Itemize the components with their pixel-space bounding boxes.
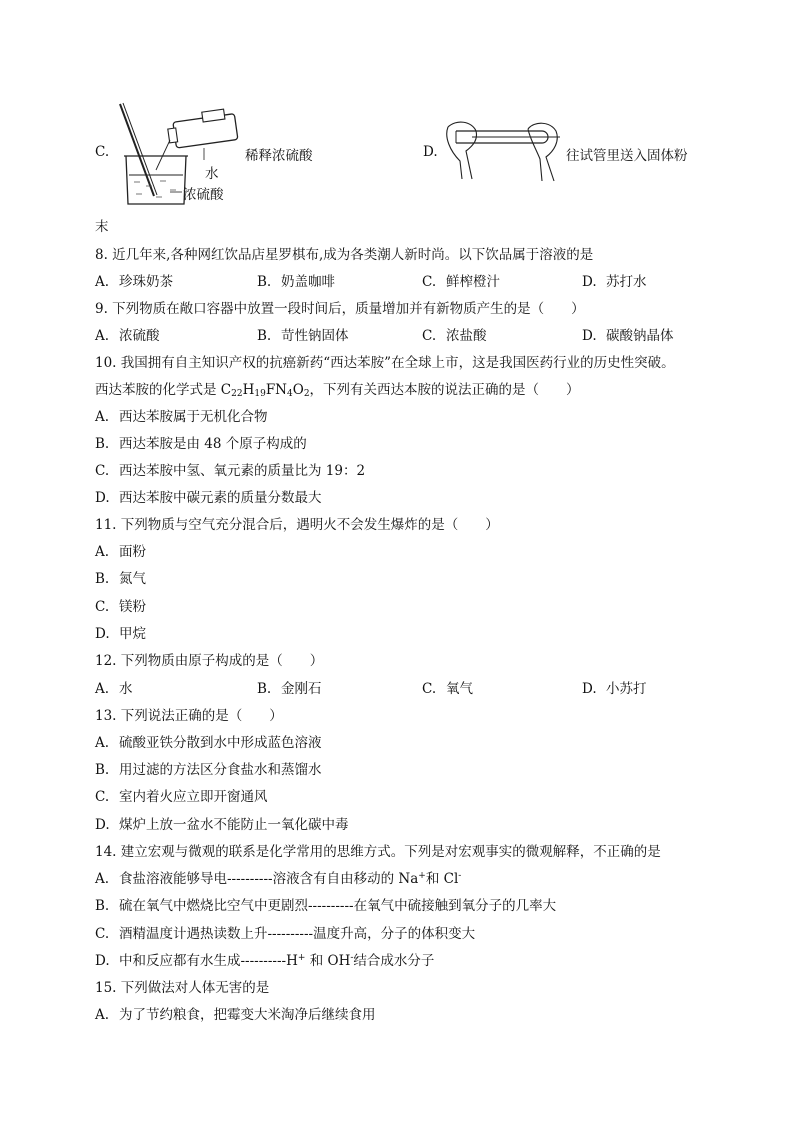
q8-option-a: A. 珍珠奶茶	[95, 274, 173, 290]
fig-c-letter: C.	[95, 144, 110, 160]
q14-option-a: A. 食盐溶液能够导电----------溶液含有自由移动的 Na+和 Cl-	[95, 871, 462, 887]
q9-option-b: B. 苛性钠固体	[257, 328, 349, 344]
fig-d-caption: 往试管里送入固体粉	[566, 148, 688, 164]
q14-option-d: D. 中和反应都有水生成----------H+ 和 OH-结合成水分子	[95, 953, 435, 969]
q15-option-a: A. 为了节约粮食，把霉变大米淘净后继续食用	[95, 1007, 376, 1023]
q9-option-d: D. 碳酸钠晶体	[582, 328, 674, 344]
q12-option-a: A. 水	[95, 681, 133, 697]
fig-c-water-label: 水	[205, 166, 219, 182]
q9-stem: 9. 下列物质在敞口容器中放置一段时间后，质量增加并有新物质产生的是（ ）	[95, 301, 585, 317]
q11-option-c: C. 镁粉	[95, 599, 146, 615]
q13-option-c: C. 室内着火应立即开窗通风	[95, 789, 268, 805]
q12-stem: 12. 下列物质由原子构成的是（ ）	[95, 653, 324, 669]
q8-option-c: C. 鲜榨橙汁	[422, 274, 500, 290]
right-hand	[528, 123, 557, 181]
q12-option-b: B. 金刚石	[257, 681, 322, 697]
q15-stem: 15. 下列做法对人体无害的是	[95, 980, 270, 996]
q11-option-d: D. 甲烷	[95, 626, 146, 642]
q13-stem: 13. 下列说法正确的是（ ）	[95, 708, 283, 724]
fig-c-caption: 稀释浓硫酸	[245, 148, 313, 164]
q8-stem: 8. 近几年来,各种网红饮品店星罗棋布,成为各类潮人新时尚。以下饮品属于溶液的是	[95, 247, 594, 263]
q10-option-c: C. 西达苯胺中氢、氧元素的质量比为 19：2	[95, 463, 366, 479]
reagent-bottle	[166, 108, 238, 149]
fig-d-letter: D.	[423, 144, 438, 160]
fig-d-caption-tail: 末	[95, 219, 109, 235]
q13-option-b: B. 用过滤的方法区分食盐水和蒸馏水	[95, 762, 322, 778]
q11-option-a: A. 面粉	[95, 544, 146, 560]
fig-c-acid-label: 浓硫酸	[183, 187, 224, 203]
q9-options	[95, 324, 755, 344]
q14-option-b: B. 硫在氧气中燃烧比空气中更剧烈----------在氧气中硫接触到氧分子的几率大	[95, 898, 557, 914]
test-tube-figure	[442, 117, 567, 183]
q10-option-b: B. 西达苯胺是由 48 个原子构成的	[95, 436, 307, 452]
q12-option-d: D. 小苏打	[582, 681, 647, 697]
q10-option-d: D. 西达苯胺中碳元素的质量分数最大	[95, 490, 322, 506]
q8-option-b: B. 奶盖咖啡	[257, 274, 335, 290]
q14-option-c: C. 酒精温度计遇热读数上升----------温度升高，分子的体积变大	[95, 926, 476, 942]
q11-option-b: B. 氮气	[95, 571, 146, 587]
q14-stem: 14. 建立宏观与微观的联系是化学常用的思维方式。下列是对宏观事实的微观解释，不正确的是	[95, 844, 661, 860]
q10-stem: 10. 我国拥有自主知识产权的抗癌新药“西达苯胺”在全球上市，这是我国医药行业的历史性突破。	[95, 355, 675, 371]
dilution-figure	[112, 100, 247, 208]
q13-option-d: D. 煤炉上放一盆水不能防止一氧化碳中毒	[95, 817, 349, 833]
q10-option-a: A. 西达苯胺属于无机化合物	[95, 409, 268, 425]
q9-option-c: C. 浓盐酸	[422, 328, 487, 344]
q13-option-a: A. 硫酸亚铁分散到水中形成蓝色溶液	[95, 735, 322, 751]
q10-stem-formula-line: 西达苯胺的化学式是 $C_{22}H_{19}FN_4O_2$，下列有关西达本胺的说法正确的是（ ）	[95, 382, 580, 399]
q8-options	[95, 270, 755, 290]
q12-options	[95, 677, 755, 697]
q11-stem: 11. 下列物质与空气充分混合后，遇明火不会发生爆炸的是（ ）	[95, 517, 499, 533]
q8-option-d: D. 苏打水	[582, 274, 647, 290]
q12-option-c: C. 氧气	[422, 681, 473, 697]
q9-option-a: A. 浓硫酸	[95, 328, 160, 344]
